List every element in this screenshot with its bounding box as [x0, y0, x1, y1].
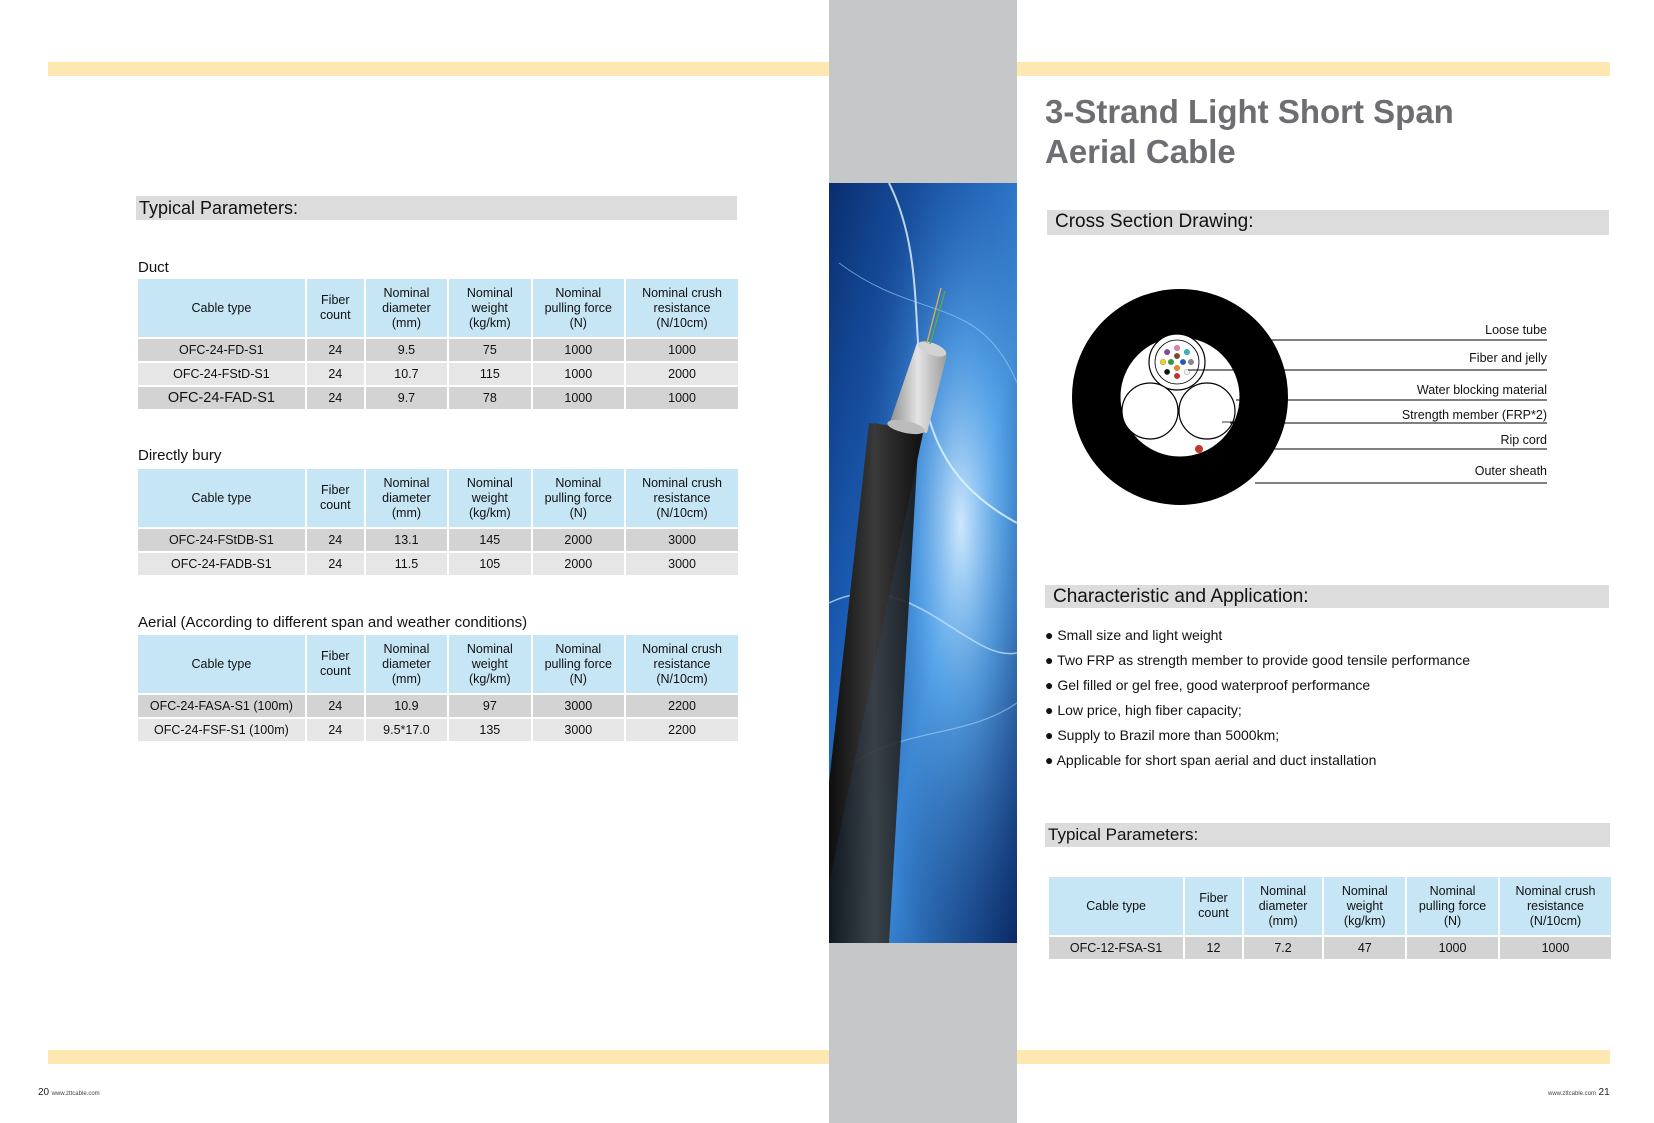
header-diameter: Nominal diameter (mm) [366, 279, 447, 337]
header-weight: Nominal weight (kg/km) [1324, 877, 1405, 935]
duct-table [136, 277, 740, 411]
cell-fiber-count: 24 [307, 719, 364, 741]
group-label-directly-bury: Directly bury [138, 447, 222, 464]
cell-fiber-count: 24 [307, 387, 364, 409]
table-row [138, 387, 738, 409]
table-row [138, 553, 738, 575]
cell-pulling-force: 2000 [533, 529, 625, 551]
bottom-band-left [48, 1050, 829, 1064]
cell-weight: 105 [449, 553, 530, 575]
group-label-duct: Duct [138, 259, 169, 276]
cell-fiber-count: 24 [307, 695, 364, 717]
title-line-1: 3-Strand Light Short Span [1045, 93, 1454, 130]
header-weight: Nominal weight (kg/km) [449, 279, 530, 337]
cross-section-drawing [1070, 280, 1590, 520]
cell-crush-resistance: 2000 [626, 363, 738, 385]
title-line-2: Aerial Cable [1045, 133, 1236, 170]
cell-pulling-force: 1000 [533, 387, 625, 409]
fiber-dot [1164, 349, 1170, 355]
header-fiber-count: Fiber count [307, 279, 364, 337]
cell-crush-resistance: 3000 [626, 529, 738, 551]
cell-weight: 47 [1324, 937, 1405, 959]
table-row [138, 695, 738, 717]
footer-url-left: www.zttcable.com [51, 1091, 100, 1097]
aerial-table [136, 633, 740, 743]
cell-pulling-force: 1000 [1407, 937, 1498, 959]
cell-crush-resistance: 3000 [626, 553, 738, 575]
fiber-dot [1160, 359, 1166, 365]
fiber-dot [1164, 369, 1170, 375]
cross-section-title: Cross Section Drawing: [1047, 210, 1609, 235]
top-band-left [48, 62, 829, 76]
callout-outer-sheath: Outer sheath [1474, 464, 1547, 478]
header-pulling-force: Nominal pulling force (N) [533, 635, 625, 693]
page-number-right: 21 [1598, 1087, 1610, 1098]
cell-diameter: 9.5 [366, 339, 447, 361]
callout-strength-member: Strength member (FRP*2) [1401, 408, 1547, 422]
cell-diameter: 10.9 [366, 695, 447, 717]
cell-crush-resistance: 2200 [626, 719, 738, 741]
header-crush-resistance: Nominal crush resistance (N/10cm) [626, 469, 738, 527]
table-row [1049, 937, 1611, 959]
left-footer [38, 1087, 100, 1098]
table-row [138, 339, 738, 361]
fiber-dot [1174, 345, 1180, 351]
table-header-row [138, 469, 738, 527]
page-number-left: 20 [38, 1087, 50, 1098]
characteristic-list [1045, 623, 1470, 773]
right-footer [1548, 1087, 1610, 1098]
fiber-dot [1168, 359, 1174, 365]
fiber-dot [1174, 373, 1180, 379]
bottom-band-right [1017, 1050, 1610, 1064]
header-diameter: Nominal diameter (mm) [366, 469, 447, 527]
cell-diameter: 9.7 [366, 387, 447, 409]
table-row [138, 529, 738, 551]
cell-fiber-count: 24 [307, 363, 364, 385]
cell-fiber-count: 24 [307, 553, 364, 575]
cell-fiber-count: 24 [307, 339, 364, 361]
right-params-table [1047, 875, 1613, 961]
header-fiber-count: Fiber count [307, 635, 364, 693]
cell-weight: 78 [449, 387, 530, 409]
cell-pulling-force: 3000 [533, 695, 625, 717]
cell-diameter: 11.5 [366, 553, 447, 575]
table-row [138, 719, 738, 741]
header-cable-type: Cable type [1049, 877, 1183, 935]
header-cable-type: Cable type [138, 469, 305, 527]
left-section-title: Typical Parameters: [136, 196, 737, 220]
cell-diameter: 13.1 [366, 529, 447, 551]
callout-water-blocking: Water blocking material [1416, 383, 1547, 397]
fiber-dot [1180, 359, 1186, 365]
header-weight: Nominal weight (kg/km) [449, 635, 530, 693]
header-pulling-force: Nominal pulling force (N) [1407, 877, 1498, 935]
cell-cable-type: OFC-24-FADB-S1 [138, 553, 305, 575]
cell-weight: 75 [449, 339, 530, 361]
header-fiber-count: Fiber count [1185, 877, 1242, 935]
header-pulling-force: Nominal pulling force (N) [533, 279, 625, 337]
cell-pulling-force: 1000 [533, 363, 625, 385]
footer-url-right: www.zttcable.com [1548, 1091, 1597, 1097]
table-header-row [1049, 877, 1611, 935]
list-item: ● Low price, high fiber capacity; [1045, 702, 1242, 718]
cell-crush-resistance: 1000 [1500, 937, 1611, 959]
header-diameter: Nominal diameter (mm) [1244, 877, 1323, 935]
cell-crush-resistance: 1000 [626, 387, 738, 409]
header-fiber-count: Fiber count [307, 469, 364, 527]
header-crush-resistance: Nominal crush resistance (N/10cm) [626, 279, 738, 337]
cell-crush-resistance: 1000 [626, 339, 738, 361]
cell-cable-type: OFC-24-FAD-S1 [138, 387, 305, 409]
header-crush-resistance: Nominal crush resistance (N/10cm) [626, 635, 738, 693]
header-weight: Nominal weight (kg/km) [449, 469, 530, 527]
callout-rip-cord: Rip cord [1500, 433, 1547, 447]
callout-fiber-and-jelly: Fiber and jelly [1469, 351, 1547, 365]
list-item: ● Small size and light weight [1045, 627, 1223, 643]
cell-crush-resistance: 2200 [626, 695, 738, 717]
cell-pulling-force: 3000 [533, 719, 625, 741]
fiber-dot [1174, 353, 1180, 359]
cell-weight: 145 [449, 529, 530, 551]
header-crush-resistance: Nominal crush resistance (N/10cm) [1500, 877, 1611, 935]
cell-cable-type: OFC-24-FD-S1 [138, 339, 305, 361]
header-cable-type: Cable type [138, 635, 305, 693]
cell-cable-type: OFC-24-FStDB-S1 [138, 529, 305, 551]
right-params-title: Typical Parameters: [1045, 823, 1610, 847]
cell-weight: 135 [449, 719, 530, 741]
cell-cable-type: OFC-12-FSA-S1 [1049, 937, 1183, 959]
cell-weight: 97 [449, 695, 530, 717]
cell-cable-type: OFC-24-FStD-S1 [138, 363, 305, 385]
fiber-dot [1174, 365, 1180, 371]
group-label-aerial: Aerial (According to different span and weather conditions) [138, 614, 528, 631]
characteristic-title: Characteristic and Application: [1045, 585, 1609, 608]
header-pulling-force: Nominal pulling force (N) [533, 469, 625, 527]
cell-fiber-count: 24 [307, 529, 364, 551]
table-row [138, 363, 738, 385]
cable-photo [829, 183, 1017, 943]
page-title [1045, 92, 1454, 172]
callout-loose-tube: Loose tube [1485, 323, 1547, 337]
cell-diameter: 9.5*17.0 [366, 719, 447, 741]
header-diameter: Nominal diameter (mm) [366, 635, 447, 693]
directly-bury-table [136, 467, 740, 577]
cell-fiber-count: 12 [1185, 937, 1242, 959]
table-header-row [138, 635, 738, 693]
cell-weight: 115 [449, 363, 530, 385]
table-header-row [138, 279, 738, 337]
cell-diameter: 10.7 [366, 363, 447, 385]
fiber-dot [1184, 349, 1190, 355]
cell-diameter: 7.2 [1244, 937, 1323, 959]
cell-pulling-force: 2000 [533, 553, 625, 575]
top-band-right [1017, 62, 1610, 76]
list-item: ● Gel filled or gel free, good waterproof performance [1045, 677, 1371, 693]
list-item: ● Applicable for short span aerial and duct installation [1045, 752, 1377, 768]
fiber-dot [1188, 359, 1194, 365]
cell-cable-type: OFC-24-FASA-S1 (100m) [138, 695, 305, 717]
list-item: ● Supply to Brazil more than 5000km; [1045, 727, 1280, 743]
cell-cable-type: OFC-24-FSF-S1 (100m) [138, 719, 305, 741]
list-item: ● Two FRP as strength member to provide good tensile performance [1045, 652, 1471, 668]
cell-pulling-force: 1000 [533, 339, 625, 361]
header-cable-type: Cable type [138, 279, 305, 337]
